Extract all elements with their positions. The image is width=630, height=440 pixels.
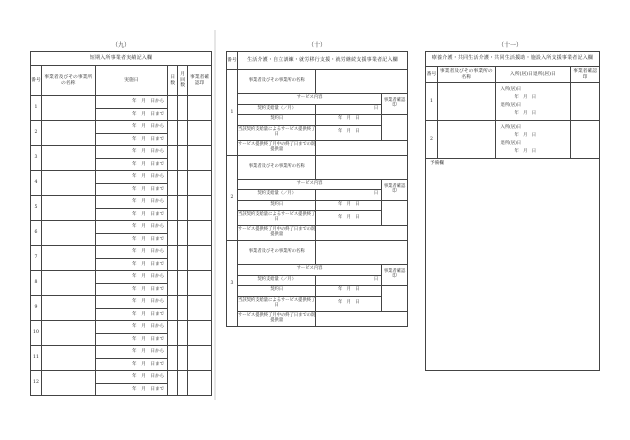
panel-9-title: 短期入所事業者実績記入欄 — [31, 52, 212, 66]
p9-days-field[interactable] — [168, 271, 178, 296]
p10-supply-field[interactable] — [316, 311, 408, 326]
p10-amount-row — [227, 275, 408, 286]
panel-10-header-no: 番号 — [227, 52, 238, 70]
p10-confirm-seal[interactable] — [382, 200, 408, 226]
p9-row-number: 1 — [31, 96, 42, 121]
p9-to-date[interactable]: 年 月 日まで — [95, 258, 168, 271]
fold-line — [214, 30, 216, 400]
p9-days-field[interactable] — [168, 146, 178, 171]
p9-name-field[interactable] — [41, 246, 95, 271]
p10-service-label: サービス内容 — [237, 94, 381, 105]
p10-service-row — [227, 179, 408, 190]
p9-row — [31, 296, 212, 309]
p10-end-label: 当該契約支給量によるサービス提供終了日 — [237, 125, 316, 140]
p9-days-field[interactable] — [168, 246, 178, 271]
p10-group-row — [227, 241, 408, 265]
p9-count-field[interactable] — [178, 246, 188, 271]
p9-to-date[interactable]: 年 月 日まで — [95, 233, 168, 246]
p9-row — [31, 146, 212, 159]
p9-from-date[interactable]: 年 月 日から — [95, 321, 168, 334]
p10-group-number: 1 — [227, 70, 238, 156]
p9-row — [31, 196, 212, 209]
p10-confirm-label: 事業者確認印 — [382, 179, 408, 200]
header-count: 月回数 — [178, 66, 188, 96]
p9-days-field[interactable] — [168, 96, 178, 121]
p9-from-date[interactable]: 年 月 日から — [95, 296, 168, 309]
p10-name-label: 事業者及びその事業所の名称 — [237, 155, 316, 179]
p9-from-date[interactable]: 年 月 日から — [95, 246, 168, 259]
p9-count-field[interactable] — [178, 196, 188, 221]
p9-row-number: 8 — [31, 271, 42, 296]
p9-row-number: 11 — [31, 346, 42, 371]
p9-row-number: 5 — [31, 196, 42, 221]
p9-confirm-seal[interactable] — [188, 321, 212, 346]
p9-from-date[interactable]: 年 月 日から — [95, 96, 168, 109]
p10-contract-label: 契約日 — [237, 115, 316, 126]
p9-days-field[interactable] — [168, 121, 178, 146]
p9-row — [31, 371, 212, 384]
p9-from-date[interactable]: 年 月 日から — [95, 196, 168, 209]
header-confirm: 事業者確認印 — [188, 66, 212, 96]
p9-to-date[interactable]: 年 月 日まで — [95, 183, 168, 196]
p10-amount-field[interactable]: 日 — [316, 190, 382, 201]
p10-contract-date[interactable]: 年 月 日 — [316, 115, 382, 126]
p10-amount-field[interactable]: 日 — [316, 104, 382, 115]
p9-confirm-seal[interactable] — [188, 246, 212, 271]
panel-9-table — [30, 51, 212, 396]
p9-from-date[interactable]: 年 月 日から — [95, 346, 168, 359]
p9-row-number: 3 — [31, 146, 42, 171]
p11-dates-cell[interactable] — [495, 121, 571, 159]
p9-row — [31, 346, 212, 359]
p9-to-date[interactable]: 年 月 日まで — [95, 308, 168, 321]
p9-row-number: 7 — [31, 246, 42, 271]
p9-to-date[interactable]: 年 月 日まで — [95, 358, 168, 371]
p10-name-label: 事業者及びその事業所の名称 — [237, 70, 316, 94]
p10-confirm-seal[interactable] — [382, 286, 408, 312]
p11-row — [426, 83, 600, 121]
p11-header-dates: 入所(居)日退所(居)日 — [495, 67, 571, 83]
p9-row — [31, 96, 212, 109]
p9-from-date[interactable]: 年 月 日から — [95, 171, 168, 184]
p10-end-row — [227, 125, 408, 140]
p9-row — [31, 246, 212, 259]
p9-count-field[interactable] — [178, 271, 188, 296]
p9-days-field[interactable] — [168, 196, 178, 221]
p10-end-date[interactable]: 年 月 日 — [316, 211, 382, 226]
notes-field[interactable]: 予備欄 — [426, 159, 600, 371]
p11-in-label: 入所(居)日 — [500, 125, 522, 130]
p9-row-number: 9 — [31, 296, 42, 321]
p10-group-row — [227, 155, 408, 179]
p9-from-date[interactable]: 年 月 日から — [95, 371, 168, 384]
p10-supply-label: サービス提供終了月中の終了日までの既提供量 — [237, 226, 316, 241]
p10-amount-field[interactable]: 日 — [316, 275, 382, 286]
p9-count-field[interactable] — [178, 321, 188, 346]
p10-end-row — [227, 211, 408, 226]
p10-supply-row — [227, 226, 408, 241]
p10-contract-row — [227, 286, 408, 297]
p11-in-date: 年 月 日 — [514, 95, 537, 101]
p9-days-field[interactable] — [168, 296, 178, 321]
p10-name-field[interactable] — [316, 70, 408, 94]
p9-confirm-seal[interactable] — [188, 271, 212, 296]
p9-name-field[interactable] — [41, 196, 95, 221]
p10-group-row — [227, 70, 408, 94]
p11-confirm-seal[interactable] — [571, 121, 600, 159]
p10-contract-date[interactable]: 年 月 日 — [316, 200, 382, 211]
p9-days-field[interactable] — [168, 371, 178, 396]
p11-in-label: 入所(居)日 — [500, 87, 522, 92]
p10-end-date[interactable]: 年 月 日 — [316, 125, 382, 140]
p9-name-field[interactable] — [41, 271, 95, 296]
p9-days-field[interactable] — [168, 171, 178, 196]
p11-header-name: 事業者及びその事業所の名称 — [437, 67, 495, 83]
p9-confirm-seal[interactable] — [188, 146, 212, 171]
header-days: 日数 — [168, 66, 178, 96]
p11-row-number: 2 — [426, 121, 438, 159]
panel-10-table — [226, 51, 408, 327]
p11-out-label: 退所(居)日 — [500, 141, 522, 147]
p9-days-field[interactable] — [168, 346, 178, 371]
p10-supply-label: サービス提供終了月中の終了日までの既提供量 — [237, 140, 316, 155]
p10-contract-label: 契約日 — [237, 286, 316, 297]
p11-name-field[interactable] — [437, 121, 495, 159]
p9-row-number: 10 — [31, 321, 42, 346]
p9-days-field[interactable] — [168, 221, 178, 246]
p11-dates-cell[interactable] — [495, 83, 571, 121]
header-name: 事業者及びその事業所の名称 — [41, 66, 95, 96]
p10-supply-field[interactable] — [316, 140, 408, 155]
header-no: 番号 — [31, 66, 42, 96]
p9-days-field[interactable] — [168, 321, 178, 346]
p11-header-confirm: 事業者確認印 — [571, 67, 600, 83]
p9-row-number: 12 — [31, 371, 42, 396]
p10-group-number: 2 — [227, 155, 238, 241]
p9-to-date[interactable]: 年 月 日まで — [95, 158, 168, 171]
p10-service-row — [227, 265, 408, 276]
panel-10-title: 生活介護・自立訓練・就労移行支援・就労継続支援事業者記入欄 — [237, 52, 407, 70]
p11-confirm-seal[interactable] — [571, 83, 600, 121]
p9-from-date[interactable]: 年 月 日から — [95, 271, 168, 284]
p10-contract-row — [227, 115, 408, 126]
p9-confirm-seal[interactable] — [188, 296, 212, 321]
p10-contract-row — [227, 200, 408, 211]
p9-confirm-seal[interactable] — [188, 346, 212, 371]
p9-name-field[interactable] — [41, 121, 95, 146]
p11-out-date: 年 月 日 — [514, 111, 537, 117]
p9-from-date[interactable]: 年 月 日から — [95, 221, 168, 234]
p10-confirm-label: 事業者確認印 — [382, 265, 408, 286]
p10-supply-row — [227, 311, 408, 326]
p10-contract-date[interactable]: 年 月 日 — [316, 286, 382, 297]
p9-row-number: 2 — [31, 121, 42, 146]
p9-confirm-seal[interactable] — [188, 221, 212, 246]
p10-end-label: 当該契約支給量によるサービス提供終了日 — [237, 211, 316, 226]
p9-row — [31, 271, 212, 284]
p9-count-field[interactable] — [178, 121, 188, 146]
p9-to-date[interactable]: 年 月 日まで — [95, 333, 168, 346]
p10-supply-field[interactable] — [316, 226, 408, 241]
p10-service-label: サービス内容 — [237, 265, 381, 276]
p9-to-date[interactable]: 年 月 日まで — [95, 108, 168, 121]
p10-amount-label: 契約支給量（／月） — [237, 104, 316, 115]
p10-amount-row — [227, 190, 408, 201]
p11-in-date: 年 月 日 — [514, 133, 537, 139]
p9-row — [31, 171, 212, 184]
p9-count-field[interactable] — [178, 146, 188, 171]
p9-row — [31, 121, 212, 134]
p9-row-number: 6 — [31, 221, 42, 246]
p10-service-label: サービス内容 — [237, 179, 381, 190]
p10-amount-row — [227, 104, 408, 115]
p9-name-field[interactable] — [41, 221, 95, 246]
p9-row — [31, 321, 212, 334]
p9-name-field[interactable] — [41, 96, 95, 121]
p9-count-field[interactable] — [178, 296, 188, 321]
p11-row-number: 1 — [426, 83, 438, 121]
panel-11-number: （十一） — [497, 42, 522, 49]
p9-count-field[interactable] — [178, 346, 188, 371]
p10-contract-label: 契約日 — [237, 200, 316, 211]
p10-confirm-label: 事業者確認印 — [382, 94, 408, 115]
p9-to-date[interactable]: 年 月 日まで — [95, 283, 168, 296]
p9-from-date[interactable]: 年 月 日から — [95, 146, 168, 159]
p11-header-no: 番号 — [426, 67, 438, 83]
p10-name-field[interactable] — [316, 241, 408, 265]
p9-to-date[interactable]: 年 月 日まで — [95, 383, 168, 396]
p9-name-field[interactable] — [41, 146, 95, 171]
p9-name-field[interactable] — [41, 321, 95, 346]
p9-confirm-seal[interactable] — [188, 96, 212, 121]
p10-supply-row — [227, 140, 408, 155]
p9-name-field[interactable] — [41, 371, 95, 396]
p9-row-number: 4 — [31, 171, 42, 196]
p10-name-label: 事業者及びその事業所の名称 — [237, 241, 316, 265]
p11-out-date: 年 月 日 — [514, 149, 537, 155]
p9-to-date[interactable]: 年 月 日まで — [95, 208, 168, 221]
p10-end-date[interactable]: 年 月 日 — [316, 296, 382, 311]
p9-count-field[interactable] — [178, 171, 188, 196]
p10-confirm-seal[interactable] — [382, 115, 408, 141]
p11-name-field[interactable] — [437, 83, 495, 121]
panel-11-table — [425, 51, 600, 371]
p9-name-field[interactable] — [41, 346, 95, 371]
p9-confirm-seal[interactable] — [188, 371, 212, 396]
panel-11-title: 療養介護・共同生活介護・共同生活援助・施設入所支援事業者記入欄 — [426, 52, 600, 67]
panel-9-number: （九） — [111, 42, 130, 49]
p10-supply-label: サービス提供終了月中の終了日までの既提供量 — [237, 311, 316, 326]
p9-count-field[interactable] — [178, 221, 188, 246]
p10-amount-label: 契約支給量（／月） — [237, 275, 316, 286]
p10-group-number: 3 — [227, 241, 238, 327]
header-period: 実施日 — [95, 66, 168, 96]
p9-to-date[interactable]: 年 月 日まで — [95, 133, 168, 146]
p10-end-label: 当該契約支給量によるサービス提供終了日 — [237, 296, 316, 311]
p9-confirm-seal[interactable] — [188, 196, 212, 221]
p9-confirm-seal[interactable] — [188, 121, 212, 146]
p9-name-field[interactable] — [41, 171, 95, 196]
p9-confirm-seal[interactable] — [188, 171, 212, 196]
p9-from-date[interactable]: 年 月 日から — [95, 121, 168, 134]
p9-row — [31, 221, 212, 234]
panel-10-number: （十） — [307, 42, 326, 49]
p10-amount-label: 契約支給量（／月） — [237, 190, 316, 201]
p11-row — [426, 121, 600, 159]
p10-name-field[interactable] — [316, 155, 408, 179]
p9-count-field[interactable] — [178, 371, 188, 396]
p9-count-field[interactable] — [178, 96, 188, 121]
p10-end-row — [227, 296, 408, 311]
p9-name-field[interactable] — [41, 296, 95, 321]
p11-out-label: 退所(居)日 — [500, 103, 522, 109]
p10-service-row — [227, 94, 408, 105]
